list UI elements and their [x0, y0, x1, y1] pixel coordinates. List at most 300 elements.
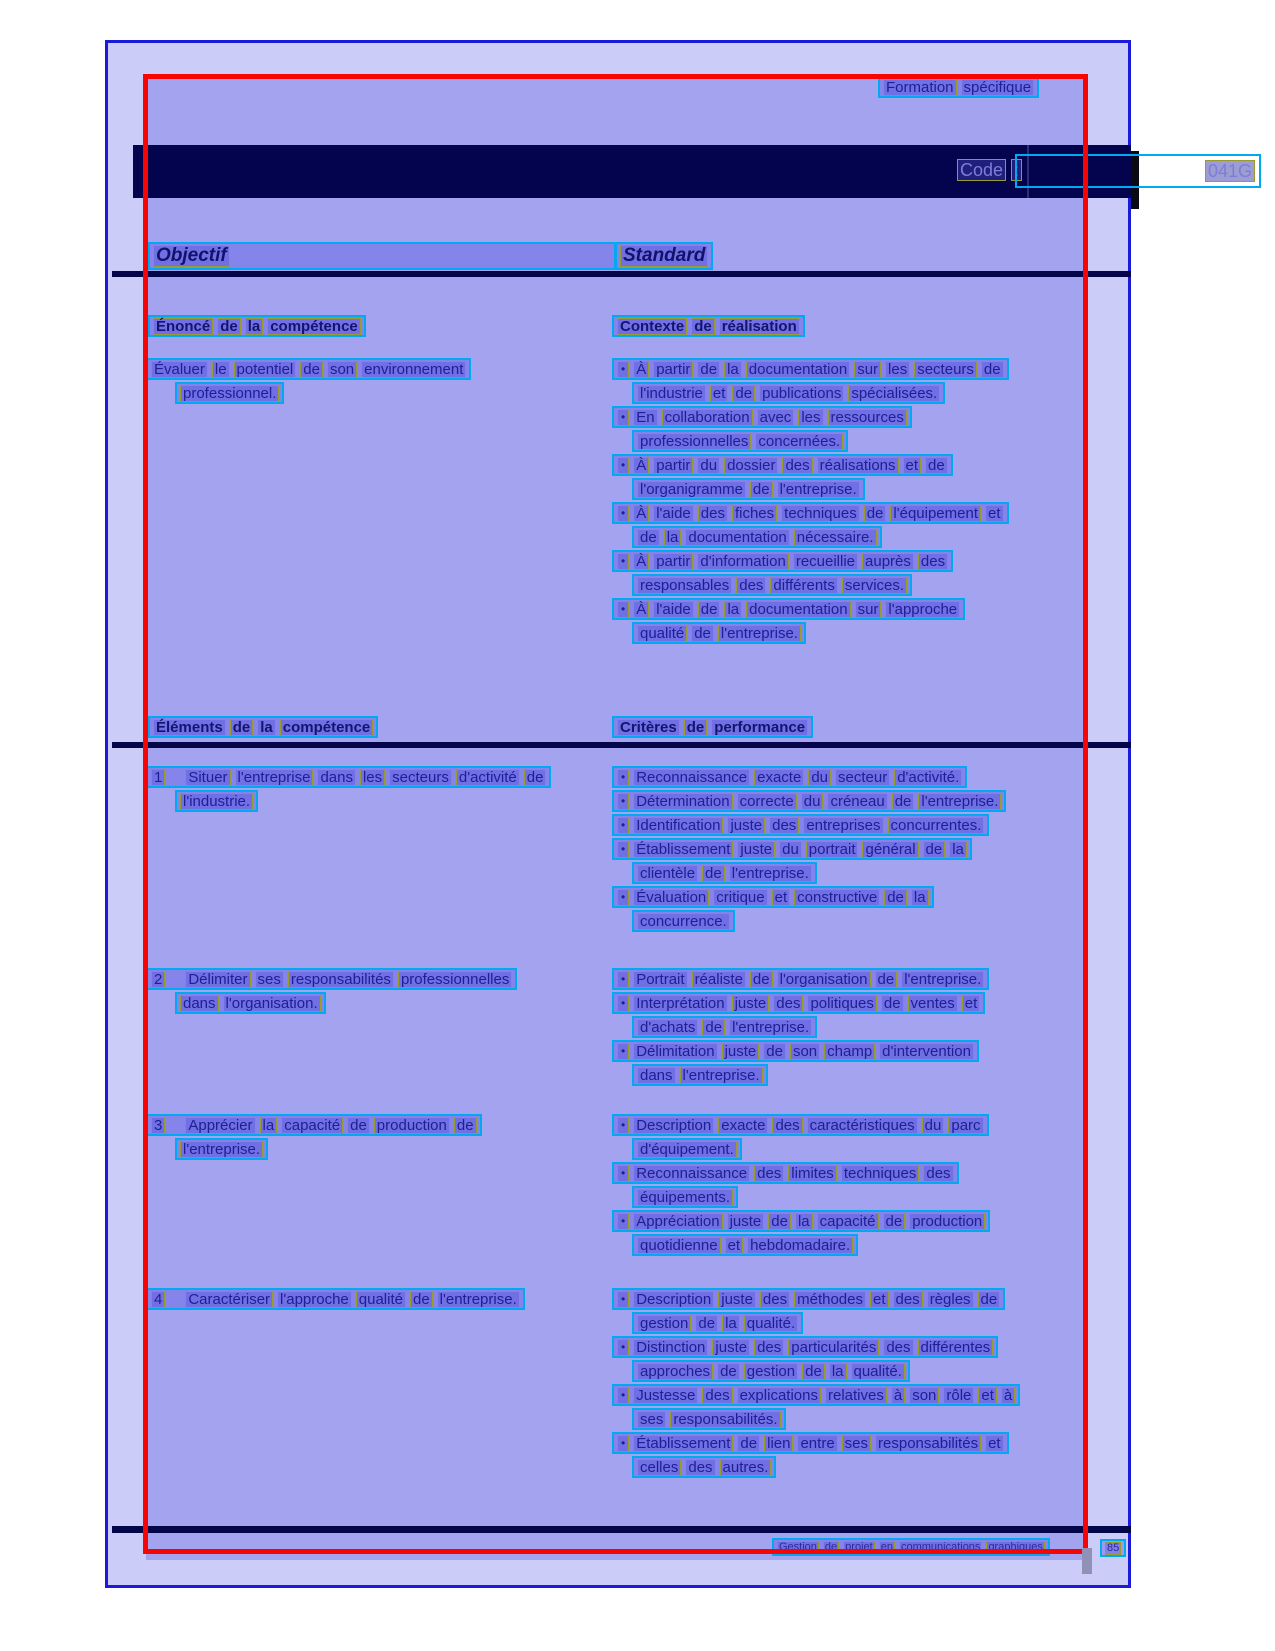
criteria-list-3 — [612, 1114, 990, 1258]
item-number: 4 — [151, 1291, 165, 1308]
word-box: Reconnaissance — [633, 769, 750, 786]
word-box: et — [710, 385, 729, 402]
word-box: différentes — [918, 1339, 994, 1356]
word-box: de — [695, 1315, 718, 1332]
word-box: Portrait — [633, 971, 687, 988]
word-box: de — [217, 318, 241, 335]
ocr-line — [148, 716, 378, 738]
word-box: particularités — [788, 1339, 879, 1356]
ocr-line — [612, 358, 1009, 380]
word-box: juste — [718, 1291, 756, 1308]
word-box: du — [922, 1117, 945, 1134]
word-box: Énoncé — [153, 318, 213, 335]
bullet-icon: • — [617, 505, 629, 522]
word-box: nécessaire. — [794, 529, 877, 546]
item-number: 2 — [151, 971, 165, 988]
word-box: et — [725, 1237, 744, 1254]
word-box: services. — [842, 577, 907, 594]
bullet-icon: • — [617, 457, 629, 474]
word-box: correcte — [737, 793, 797, 810]
item-number: 1 — [151, 769, 165, 786]
text-cursor — [1082, 1548, 1092, 1574]
word-box: Formation — [883, 79, 957, 96]
page-number-text: 85 — [1107, 1541, 1120, 1554]
word-box: du — [779, 841, 802, 858]
word-box: Standard — [620, 245, 708, 267]
word-box: Délimiter — [185, 971, 250, 988]
word-box: de — [875, 971, 898, 988]
bullet-icon: • — [617, 1213, 629, 1230]
word-box: juste — [727, 1213, 765, 1230]
word-box: l'entreprise. — [437, 1291, 520, 1308]
word-box: son — [909, 1387, 939, 1404]
word-box: recueillie — [793, 553, 858, 570]
word-box: général — [862, 841, 918, 858]
word-box: des — [772, 1117, 802, 1134]
code-field-box — [1015, 154, 1261, 188]
word-box: auprès — [862, 553, 914, 570]
bullet-icon: • — [617, 769, 629, 786]
word-box: réalisation — [719, 318, 800, 335]
word-box: Contexte — [617, 318, 687, 335]
word-box: de — [230, 719, 254, 736]
word-box: ressources — [828, 409, 907, 426]
code-value — [1205, 160, 1255, 182]
word-box: exacte — [754, 769, 804, 786]
ocr-line — [632, 382, 945, 404]
ocr-line — [632, 430, 848, 452]
ocr-line — [632, 574, 912, 596]
ocr-line — [175, 382, 284, 404]
word-box: des — [769, 817, 799, 834]
word-box: concurrence. — [637, 913, 730, 930]
word-box: Description — [633, 1117, 714, 1134]
ocr-line — [632, 1408, 786, 1430]
word-box: de — [802, 1363, 825, 1380]
word-box: d'équipement. — [637, 1141, 737, 1158]
word-box: publications — [759, 385, 844, 402]
word-box: d'information — [697, 553, 788, 570]
word-box: techniques — [841, 1165, 920, 1182]
word-box: gestion — [637, 1315, 691, 1332]
word-box: de — [978, 1291, 1001, 1308]
word-box: méthodes — [794, 1291, 866, 1308]
ocr-line — [612, 454, 953, 476]
word-box: Distinction — [633, 1339, 708, 1356]
word-box: ses — [842, 1435, 871, 1452]
word-box: de — [347, 1117, 370, 1134]
word-box: parc — [948, 1117, 983, 1134]
ocr-line — [612, 968, 989, 990]
word-box: juste — [712, 1339, 750, 1356]
word-box: Détermination — [633, 793, 732, 810]
word-box: à — [891, 1387, 905, 1404]
word-box: Situer — [185, 769, 230, 786]
word-box: entreprises — [803, 817, 883, 834]
word-box: de — [892, 793, 915, 810]
word-box: des — [736, 577, 766, 594]
word-box: ses — [637, 1411, 666, 1428]
bullet-icon: • — [617, 1291, 629, 1308]
element-item-4 — [146, 1288, 525, 1312]
word-box: l'organigramme — [637, 481, 746, 498]
word-box: dans — [180, 995, 219, 1012]
word-box: dans — [317, 769, 356, 786]
word-box: gestion — [744, 1363, 798, 1380]
word-box: la — [829, 1363, 847, 1380]
word-box: Évaluation — [633, 889, 709, 906]
page-number — [1100, 1539, 1126, 1557]
ocr-line — [148, 242, 616, 270]
word-box: critique — [713, 889, 767, 906]
bullet-icon: • — [617, 1117, 629, 1134]
word-box: des — [918, 553, 948, 570]
word-box: l'entreprise. — [777, 481, 860, 498]
word-box: de — [925, 457, 948, 474]
word-box: celles — [637, 1459, 681, 1476]
word-box: quotidienne — [637, 1237, 721, 1254]
ocr-line — [632, 478, 865, 500]
word-box: entre — [797, 1435, 837, 1452]
enonce-header — [148, 315, 366, 339]
bullet-icon: • — [617, 793, 629, 810]
word-box: d'activité. — [894, 769, 962, 786]
word-box: approches — [637, 1363, 713, 1380]
word-box: de — [684, 719, 708, 736]
word-box: des — [782, 457, 812, 474]
word-box: juste — [727, 817, 765, 834]
word-box: d'activité — [456, 769, 520, 786]
word-box: de — [923, 841, 946, 858]
criteria-list-1 — [612, 766, 1006, 934]
element-item-3 — [146, 1114, 482, 1162]
word-box: des — [685, 1459, 715, 1476]
word-box: des — [923, 1165, 953, 1182]
word-box: capacité — [817, 1213, 879, 1230]
word-box: et — [962, 995, 981, 1012]
word-box: autres. — [720, 1459, 772, 1476]
criteria-list-2 — [612, 968, 989, 1088]
word-box: de — [884, 889, 907, 906]
ocr-line — [612, 766, 967, 788]
word-box: d'intervention — [879, 1043, 974, 1060]
word-box: responsabilités. — [670, 1411, 780, 1428]
column-header-standard — [615, 242, 713, 272]
word-box: à — [1001, 1387, 1015, 1404]
ocr-line — [632, 1138, 742, 1160]
bullet-icon: • — [617, 971, 629, 988]
ocr-line — [632, 910, 735, 932]
word-box: l'aide — [653, 601, 694, 618]
word-box: l'entreprise. — [180, 1141, 263, 1158]
ocr-line — [146, 358, 471, 380]
word-box: des — [754, 1339, 784, 1356]
code-header-bar — [133, 145, 1252, 198]
code-label-text: Code — [957, 159, 1006, 181]
ocr-line — [146, 1114, 482, 1136]
enonce-statement — [146, 358, 471, 406]
element-item-2 — [146, 968, 517, 1016]
word-box: l'entreprise — [235, 769, 314, 786]
word-box: en — [880, 1540, 893, 1553]
word-box: responsabilités — [288, 971, 394, 988]
word-box: responsables — [637, 577, 732, 594]
word-box: limites — [788, 1165, 837, 1182]
word-box: le — [212, 361, 230, 378]
word-box: la — [257, 719, 276, 736]
element-item-1 — [146, 766, 551, 814]
word-box: qualité — [637, 625, 687, 642]
word-box: de — [750, 481, 773, 498]
word-box: performance — [711, 719, 808, 736]
word-box: de — [981, 361, 1004, 378]
ocr-line — [632, 1064, 768, 1086]
word-box: À — [633, 601, 649, 618]
ocr-line — [612, 1162, 959, 1184]
word-box: partir — [653, 457, 693, 474]
word-box: secteurs — [914, 361, 977, 378]
word-box: caractéristiques — [807, 1117, 918, 1134]
word-box: l'entreprise. — [729, 865, 812, 882]
word-box: règles — [927, 1291, 974, 1308]
word-box: compétence — [267, 318, 361, 335]
word-box: champ — [824, 1043, 875, 1060]
word-box: hebdomadaire. — [747, 1237, 853, 1254]
word-box: secteurs — [389, 769, 452, 786]
ocr-line — [612, 1384, 1020, 1406]
word-box: production — [374, 1117, 450, 1134]
ocr-line — [175, 1138, 268, 1160]
bullet-icon: • — [617, 995, 629, 1012]
word-box: graphiques — [988, 1540, 1043, 1553]
word-box: la — [724, 361, 742, 378]
word-box: À — [633, 457, 649, 474]
word-box: À — [633, 553, 649, 570]
word-box: qualité — [356, 1291, 406, 1308]
word-box: Description — [633, 1291, 714, 1308]
word-box: des — [698, 505, 728, 522]
word-box: les — [360, 769, 385, 786]
word-box: sur — [855, 601, 882, 618]
ocr-line — [612, 716, 813, 738]
word-box: environnement — [361, 361, 466, 378]
word-box: son — [327, 361, 357, 378]
bullet-icon: • — [617, 1435, 629, 1452]
contexte-bullet-list — [612, 358, 1009, 646]
bottom-rule-divider — [112, 1526, 1131, 1533]
word-box: de — [824, 1540, 838, 1553]
item-number: 3 — [151, 1117, 165, 1134]
code-label — [957, 159, 1022, 181]
word-box: équipements. — [637, 1189, 733, 1206]
word-box: juste — [722, 1043, 760, 1060]
word-box: Éléments — [153, 719, 226, 736]
word-box: et — [985, 505, 1004, 522]
ocr-line — [146, 968, 517, 990]
word-box: d'achats — [637, 1019, 698, 1036]
word-box: la — [949, 841, 967, 858]
word-box: Reconnaissance — [633, 1165, 750, 1182]
word-box: spécifique — [961, 79, 1035, 96]
ocr-line — [612, 315, 805, 337]
word-box: partir — [653, 553, 693, 570]
word-box: la — [260, 1117, 278, 1134]
word-box: de — [702, 1019, 725, 1036]
word-box: la — [664, 529, 682, 546]
word-box: qualité. — [851, 1363, 905, 1380]
ocr-line — [612, 1432, 1009, 1454]
word-box: de — [691, 625, 714, 642]
word-box: Gestion — [779, 1540, 817, 1553]
word-box: Établissement — [633, 1435, 733, 1452]
ocr-line — [612, 1336, 998, 1358]
word-box: de — [524, 769, 547, 786]
word-box: la — [911, 889, 929, 906]
word-box: l'entreprise. — [918, 793, 1001, 810]
word-box: de — [763, 1043, 786, 1060]
word-box: portrait — [806, 841, 859, 858]
ocr-line — [146, 766, 551, 788]
word-box: dossier — [724, 457, 778, 474]
word-box: de — [702, 865, 725, 882]
word-box: fiches — [732, 505, 777, 522]
ocr-line — [612, 1288, 1005, 1310]
word-box: documentation — [746, 601, 850, 618]
word-box: de — [883, 1213, 906, 1230]
ocr-line — [612, 838, 972, 860]
word-box: des — [893, 1291, 923, 1308]
word-box: À — [633, 505, 649, 522]
elements-header — [148, 716, 378, 740]
corner-label — [878, 76, 1039, 100]
word-box: de — [697, 361, 720, 378]
bullet-icon: • — [617, 553, 629, 570]
word-box: qualité. — [744, 1315, 798, 1332]
column-header-objectif — [148, 242, 616, 272]
word-box: En — [633, 409, 657, 426]
ocr-line — [612, 814, 989, 836]
word-box: projet — [845, 1540, 873, 1553]
ocr-line — [612, 406, 912, 428]
ocr-line — [632, 862, 817, 884]
ocr-line — [632, 1360, 910, 1382]
word-box: professionnelles — [637, 433, 751, 450]
word-box: clientèle — [637, 865, 698, 882]
word-box: l'entreprise. — [729, 1019, 812, 1036]
word-box: de — [454, 1117, 477, 1134]
ocr-line — [612, 886, 934, 908]
word-box: de — [410, 1291, 433, 1308]
word-box: concernées. — [755, 433, 843, 450]
ocr-line — [772, 1538, 1050, 1556]
word-box: juste — [737, 841, 775, 858]
ocr-line — [175, 992, 326, 1014]
word-box: réaliste — [692, 971, 746, 988]
ocr-line — [632, 1456, 776, 1478]
word-box: partir — [653, 361, 693, 378]
middle-rule-divider — [112, 742, 1131, 748]
ocr-line — [632, 1312, 803, 1334]
word-box: Caractériser — [185, 1291, 273, 1308]
word-box: de — [717, 1363, 740, 1380]
ocr-line — [612, 1040, 979, 1062]
ocr-line — [146, 1288, 525, 1310]
word-box: l'approche — [885, 601, 960, 618]
word-box: de — [768, 1213, 791, 1230]
word-box: de — [691, 318, 715, 335]
word-box: les — [885, 361, 910, 378]
word-box: ventes — [908, 995, 958, 1012]
word-box: concurrentes. — [888, 817, 985, 834]
word-box: différents — [770, 577, 837, 594]
ocr-line — [632, 1234, 858, 1256]
word-box: lien — [764, 1435, 793, 1452]
bullet-icon: • — [617, 1339, 629, 1356]
word-box: Interprétation — [633, 995, 727, 1012]
word-box: avec — [757, 409, 795, 426]
word-box: Objectif — [153, 245, 230, 267]
code-value-text: 041G — [1205, 160, 1255, 182]
word-box: la — [724, 601, 742, 618]
word-box: la — [722, 1315, 740, 1332]
word-box: du — [801, 793, 824, 810]
code-colon: : — [1011, 159, 1022, 181]
word-box: spécialisées. — [848, 385, 940, 402]
word-box: des — [760, 1291, 790, 1308]
ocr-line — [612, 598, 965, 620]
word-box: l'organisation — [777, 971, 871, 988]
word-box: la — [245, 318, 264, 335]
word-box: des — [883, 1339, 913, 1356]
word-box: explications — [737, 1387, 821, 1404]
word-box: constructive — [794, 889, 880, 906]
word-box: et — [772, 889, 791, 906]
word-box: la — [795, 1213, 813, 1230]
word-box: documentation — [746, 361, 850, 378]
ocr-line — [615, 242, 713, 270]
word-box: sur — [854, 361, 881, 378]
word-box: l'entreprise. — [680, 1067, 763, 1084]
word-box: des — [773, 995, 803, 1012]
word-box: et — [903, 457, 922, 474]
word-box: compétence — [280, 719, 374, 736]
word-box: l'entreprise. — [901, 971, 984, 988]
word-box: ses — [255, 971, 284, 988]
word-box: dans — [637, 1067, 676, 1084]
word-box: À — [633, 361, 649, 378]
bullet-icon: • — [617, 409, 629, 426]
word-box: l'industrie. — [180, 793, 253, 810]
word-box: juste — [732, 995, 770, 1012]
word-box: production — [909, 1213, 985, 1230]
bullet-icon: • — [617, 1165, 629, 1182]
word-box: réalisations — [817, 457, 899, 474]
ocr-line — [632, 1016, 817, 1038]
word-box: Apprécier — [185, 1117, 255, 1134]
ocr-line — [612, 1210, 990, 1232]
bullet-icon: • — [617, 1043, 629, 1060]
contexte-header — [612, 315, 805, 339]
criteres-header — [612, 716, 813, 740]
word-box: Critères — [617, 719, 680, 736]
criteria-list-4 — [612, 1288, 1020, 1480]
word-box: l'entreprise. — [718, 625, 801, 642]
ocr-line — [632, 526, 882, 548]
word-box: de — [750, 971, 773, 988]
bullet-icon: • — [617, 817, 629, 834]
bullet-icon: • — [617, 1387, 629, 1404]
word-box: et — [985, 1435, 1004, 1452]
